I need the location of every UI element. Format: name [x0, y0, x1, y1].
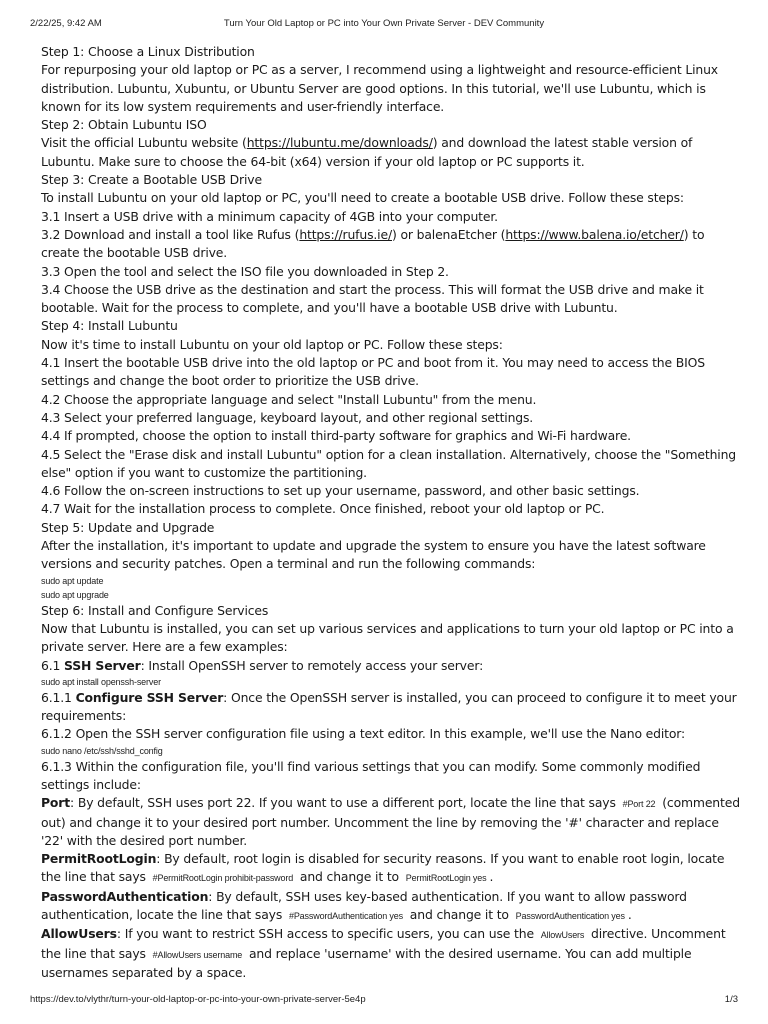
inline-code-prl-old: #PermitRootLogin prohibit-password	[152, 873, 294, 884]
page-url: https://dev.to/vlythr/turn-your-old-laptop-or-pc-into-your-own-private-server-5e4p	[30, 994, 366, 1005]
inline-code-port: #Port 22	[622, 799, 656, 810]
step-3-4: 3.4 Choose the USB drive as the destination and start the process. This will format the USB drive and make it bootable. Wait for the process to complete, and you'll have a bootable USB drive with Lubuntu.	[41, 281, 704, 316]
step-6-title: Step 6: Install and Configure Services	[41, 602, 269, 618]
step-1-body: For repurposing your old laptop or PC as a server, I recommend using a lightweight and resource-efficient Linux distribution. Lubuntu, Xubuntu, or Ubuntu Server are good options. In this tutorial, we'll use Lubuntu, which is known for its low system requirements and user-friendly interface.	[41, 62, 718, 114]
step-6-1-3: 6.1.3 Within the configuration file, you'll find various settings that you can modify. Some commonly modified settings include:	[41, 758, 701, 792]
step-3-1: 3.1 Insert a USB drive with a minimum capacity of 4GB into your computer.	[41, 208, 498, 224]
step-4-1: 4.1 Insert the bootable USB drive into the old laptop or PC and boot from it. You may need to access the BIOS settings and change the boot order to prioritize the USB drive.	[41, 355, 705, 389]
step-2-body: Visit the official Lubuntu website (https://lubuntu.me/downloads/) and download the latest stable version of Lubuntu. Make sure to choose the 64-bit (x64) version if your old laptop or PC supports it.	[41, 135, 693, 169]
inline-code-prl-new: PermitRootLogin yes	[405, 873, 487, 884]
page-title: Turn Your Old Laptop or PC into Your Own Private Server - DEV Community	[223, 18, 545, 29]
step-3-3: 3.3 Open the tool and select the ISO file you downloaded in Step 2.	[41, 263, 449, 279]
step-3-intro: To install Lubuntu on your old laptop or PC, you'll need to create a bootable USB drive. Follow these steps:	[41, 190, 684, 206]
step-4-7: 4.7 Wait for the installation process to complete. Once finished, reboot your old laptop or PC.	[41, 501, 605, 517]
step-4-4: 4.4 If prompted, choose the option to install third-party software for graphics and Wi-Fi hardware.	[41, 428, 631, 444]
inline-code-pa-old: #PasswordAuthentication yes	[288, 911, 403, 922]
inline-code-allowusers-line: #AllowUsers username	[152, 949, 243, 960]
step-5-body: After the installation, it's important to update and upgrade the system to ensure you have the latest software versions and security patches. Open a terminal and run the following commands:	[41, 538, 706, 572]
step-5-title: Step 5: Update and Upgrade	[41, 519, 215, 535]
setting-allow-users: AllowUsers: If you want to restrict SSH access to specific users, you can use the AllowUsers directive. Uncomment the line that says #AllowUsers username and replace 'username' with the desired username. You can add multiple usernames separated by a space.	[41, 926, 726, 980]
step-6-body: Now that Lubuntu is installed, you can set up various services and applications to turn your old laptop or PC into a private server. Here are a few examples:	[41, 620, 734, 655]
step-4-title: Step 4: Install Lubuntu	[41, 318, 178, 334]
print-header	[30, 18, 738, 32]
article-body	[41, 43, 741, 982]
step-6-1: 6.1 SSH Server: Install OpenSSH server to remotely access your server:	[41, 657, 484, 673]
step-1-title: Step 1: Choose a Linux Distribution	[41, 44, 255, 59]
command-apt-update: sudo apt update	[41, 575, 104, 586]
step-4-5: 4.5 Select the "Erase disk and install Lubuntu" option for a clean installation. Alternatively, choose the "Something else" option if you want to customize the partitioning.	[41, 446, 737, 480]
step-4-intro: Now it's time to install Lubuntu on your old laptop or PC. Follow these steps:	[41, 336, 503, 352]
step-4-2: 4.2 Choose the appropriate language and select "Install Lubuntu" from the menu.	[41, 391, 537, 407]
command-install-openssh: sudo apt install openssh-server	[41, 676, 161, 687]
command-nano-sshd-config: sudo nano /etc/ssh/sshd_config	[41, 745, 163, 756]
step-4-6: 4.6 Follow the on-screen instructions to set up your username, password, and other basic settings.	[41, 483, 640, 499]
setting-permit-root-login: PermitRootLogin: By default, root login is disabled for security reasons. If you want to enable root login, locate the line that says #PermitRootLogin prohibit-password and change it to PermitRootLogin yes .	[41, 851, 725, 885]
balena-etcher-link[interactable]: https://www.balena.io/etcher/	[505, 226, 684, 242]
command-apt-upgrade: sudo apt upgrade	[41, 589, 109, 600]
step-6-1-2: 6.1.2 Open the SSH server configuration file using a text editor. In this example, we'll use the Nano editor:	[41, 726, 686, 742]
lubuntu-download-link[interactable]: https://lubuntu.me/downloads/	[246, 135, 433, 151]
inline-code-pa-new: PasswordAuthentication yes	[515, 911, 625, 922]
print-date: 2/22/25, 9:42 AM	[30, 18, 102, 29]
inline-code-allowusers: AllowUsers	[540, 930, 585, 941]
step-3-2: 3.2 Download and install a tool like Rufus (https://rufus.ie/) or balenaEtcher (https://www.balena.io/etcher/) to create the bootable USB drive.	[41, 226, 705, 261]
step-6-1-1: 6.1.1 Configure SSH Server: Once the OpenSSH server is installed, you can proceed to configure it to meet your requirements:	[41, 689, 737, 724]
rufus-link[interactable]: https://rufus.ie/	[299, 226, 392, 242]
step-2-title: Step 2: Obtain Lubuntu ISO	[41, 117, 207, 133]
print-footer	[30, 994, 738, 1008]
step-3-title: Step 3: Create a Bootable USB Drive	[41, 172, 262, 188]
page-number: 1/3	[724, 994, 738, 1005]
setting-password-authentication: PasswordAuthentication: By default, SSH uses key-based authentication. If you want to allow password authentication, locate the line that says #PasswordAuthentication yes and change it to PasswordAuthentication yes .	[41, 888, 687, 923]
step-4-3: 4.3 Select your preferred language, keyboard layout, and other regional settings.	[41, 409, 534, 425]
setting-port: Port: By default, SSH uses port 22. If you want to use a different port, locate the line that says #Port 22 (commented out) and change it to your desired port number. Uncomment the line by removing the '#' character and replace '22' with the desired port number.	[41, 795, 740, 848]
